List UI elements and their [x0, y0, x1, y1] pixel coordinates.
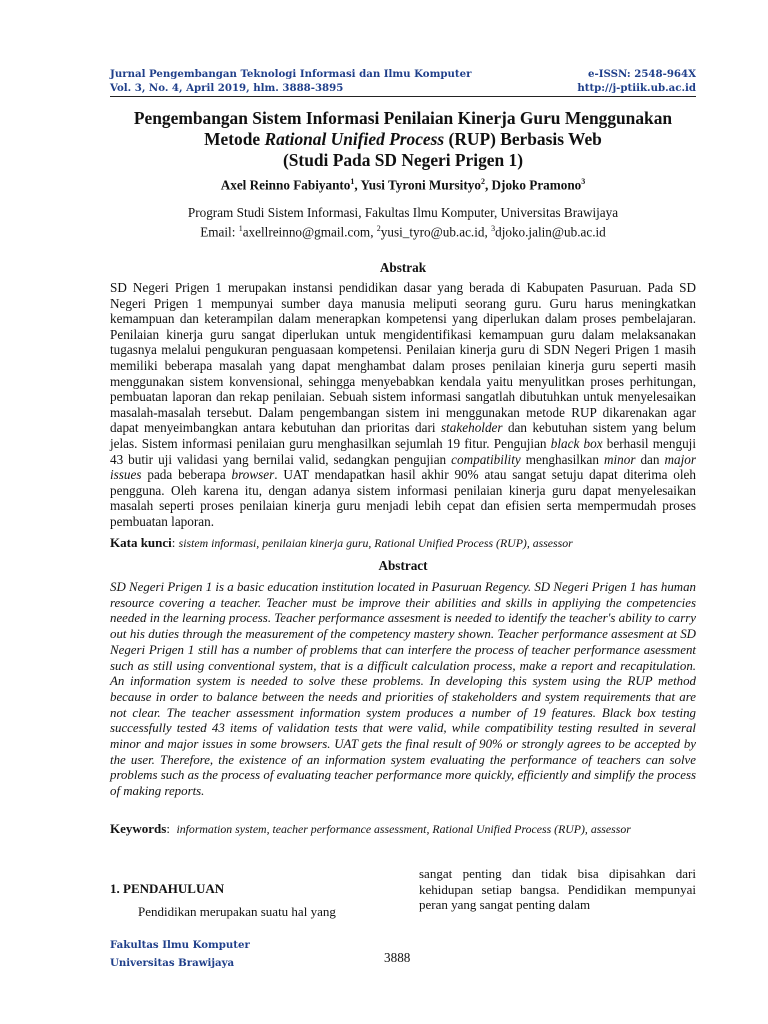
journal-url[interactable]: http://j-ptiik.ub.ac.id — [577, 82, 696, 94]
paper-title — [100, 108, 706, 171]
abstract-heading: Abstract — [378, 558, 428, 573]
body-left-column: Pendidikan merupakan suatu hal yang — [138, 904, 336, 919]
issn: e-ISSN: 2548-964X — [588, 68, 696, 80]
abstrak-heading: Abstrak — [379, 260, 427, 275]
author-list: Axel Reinno Fabiyanto$^1$, Yusi Tyroni Mursityo$^2$, Djoko Pramono$^3$ — [220, 177, 586, 193]
kata-kunci: Kata kunci: sistem informasi, penilaian kinerja guru, Rational Unified Process (RUP), assessor — [110, 535, 573, 550]
footer-university: Universitas Brawijaya — [110, 957, 235, 969]
journal-name: Jurnal Pengembangan Teknologi Informasi dan Ilmu Komputer — [110, 68, 472, 80]
abstract-body: SD Negeri Prigen 1 is a basic education institution located in Pasuruan Regency. SD Negeri Prigen 1 has human resource covering a teacher. Teacher must be improve their abilities and skills in appliying the competencies needed in the learning process. Teacher performance assesment is needed to identify the teacher's ability to carry out his duties through the measurement of the competency mastery shown. Teacher performance assesment at SD Negeri Prigen 1 still has a number of problems that can interfere the process of teacher performance asessment such as still using conventional system, that is a difficult calculation process, make a report and recapitulation. An information system is needed to solve these problems. In developing this system using the RUP method because in order to balance between the needs and priorities of stakeholders and system requirements that are not clear. The teacher assessment information system produces a number of 19 features. Black box testing successfully tested 43 items of validation tests that were valid, while compatibility testing resulted in several minor and major issues in some browsers. UAT gets the final result of 90% or strongly agrees to be accepted by the user. Therefore, the existence of an information system evaluating the performance of teachers can solve problems such as the process of evaluating teacher performance more quickly, efficiently and simplify the process of making reports. — [110, 580, 696, 799]
volume-info: Vol. 3, No. 4, April 2019, hlm. 3888-3895 — [110, 82, 344, 94]
page-number: 3888 — [384, 950, 411, 965]
page-footer — [110, 936, 250, 972]
program-name: Program Studi Sistem Informasi, Fakultas Ilmu Komputer, Universitas Brawijaya — [187, 205, 619, 220]
footer-faculty: Fakultas Ilmu Komputer — [110, 939, 250, 951]
section-heading-pendahuluan: 1. PENDAHULUAN — [110, 881, 225, 896]
title-line-1: Pengembangan Sistem Informasi Penilaian Kinerja Guru Menggunakan — [133, 108, 673, 128]
title-line-2: Metode Rational Unified Process (RUP) Berbasis Web — [204, 129, 602, 149]
email-line: Email: $^1$axellreinno@gmail.com, $^2$yusi_tyro@ub.ac.id, $^3$djoko.jalin@ub.ac.id — [200, 224, 606, 240]
keywords: Keywords: information system, teacher performance assessment, Rational Unified Process (RUP), assessor — [110, 821, 631, 836]
title-line-3: (Studi Pada SD Negeri Prigen 1) — [282, 150, 524, 170]
body-right-column: sangat penting dan tidak bisa dipisahkan dari kehidupan setiap bangsa. Pendidikan mempunyai peran yang sangat penting dalam — [419, 866, 696, 913]
journal-header — [110, 67, 696, 95]
affiliation — [100, 205, 706, 240]
header-divider — [110, 96, 696, 97]
abstrak-body: SD Negeri Prigen 1 merupakan instansi pendidikan dasar yang berada di Kabupaten Pasuruan. Pada SD Negeri Prigen 1 mempunyai sumber daya manusia meliputi seorang guru. Guru harus meningkatkan kemampuan dan keterampilan dalam menerapkan kompetensi yang diperlukan dalam proses pembelajaran. Penilaian kinerja guru sangat diperlukan untuk mengidentifikasi kemampuan guru dalam melaksanakan tugasnya melalui pengukuran penguasaan kompetensi. Penilaian kinerja guru di SDN Negeri Prigen 1 masih memiliki beberapa masalah yang dapat menghambat dalam proses penilaian kinerja guru seperti masih menggunakan sistem konvensional, sehingga menyebabkan kendala yaitu menyulitkan proses perhitungan, pembuatan laporan dan rekap penilaian. Sebuah sistem informasi sangatlah dibutuhkan untuk menyelesaikan masalah-masalah tersebut. Dalam pengembangan sistem ini menggunakan metode RUP dikarenakan agar dapat menyeimbangkan antara kebutuhan dan prioritas dari stakeholder dan kebutuhan sistem yang belum jelas. Sistem informasi penilaian guru menghasilkan sejumlah 19 fitur. Pengujian black box berhasil menguji 43 butir uji validasi yang bernilai valid, sedangkan pengujian compatibility menghasilkan minor dan major issues pada beberapa browser. UAT mendapatkan hasil akhir 90% atau sangat setuju dapat diterima oleh pengguna. Oleh karena itu, dengan adanya sistem informasi penilaian kinerja guru dapat menyelesaikan masalah seperti proses penilaian kinerja guru menjadi lebih cepat dan efisien serta mempermudah proses pembuatan laporan. — [110, 280, 696, 529]
